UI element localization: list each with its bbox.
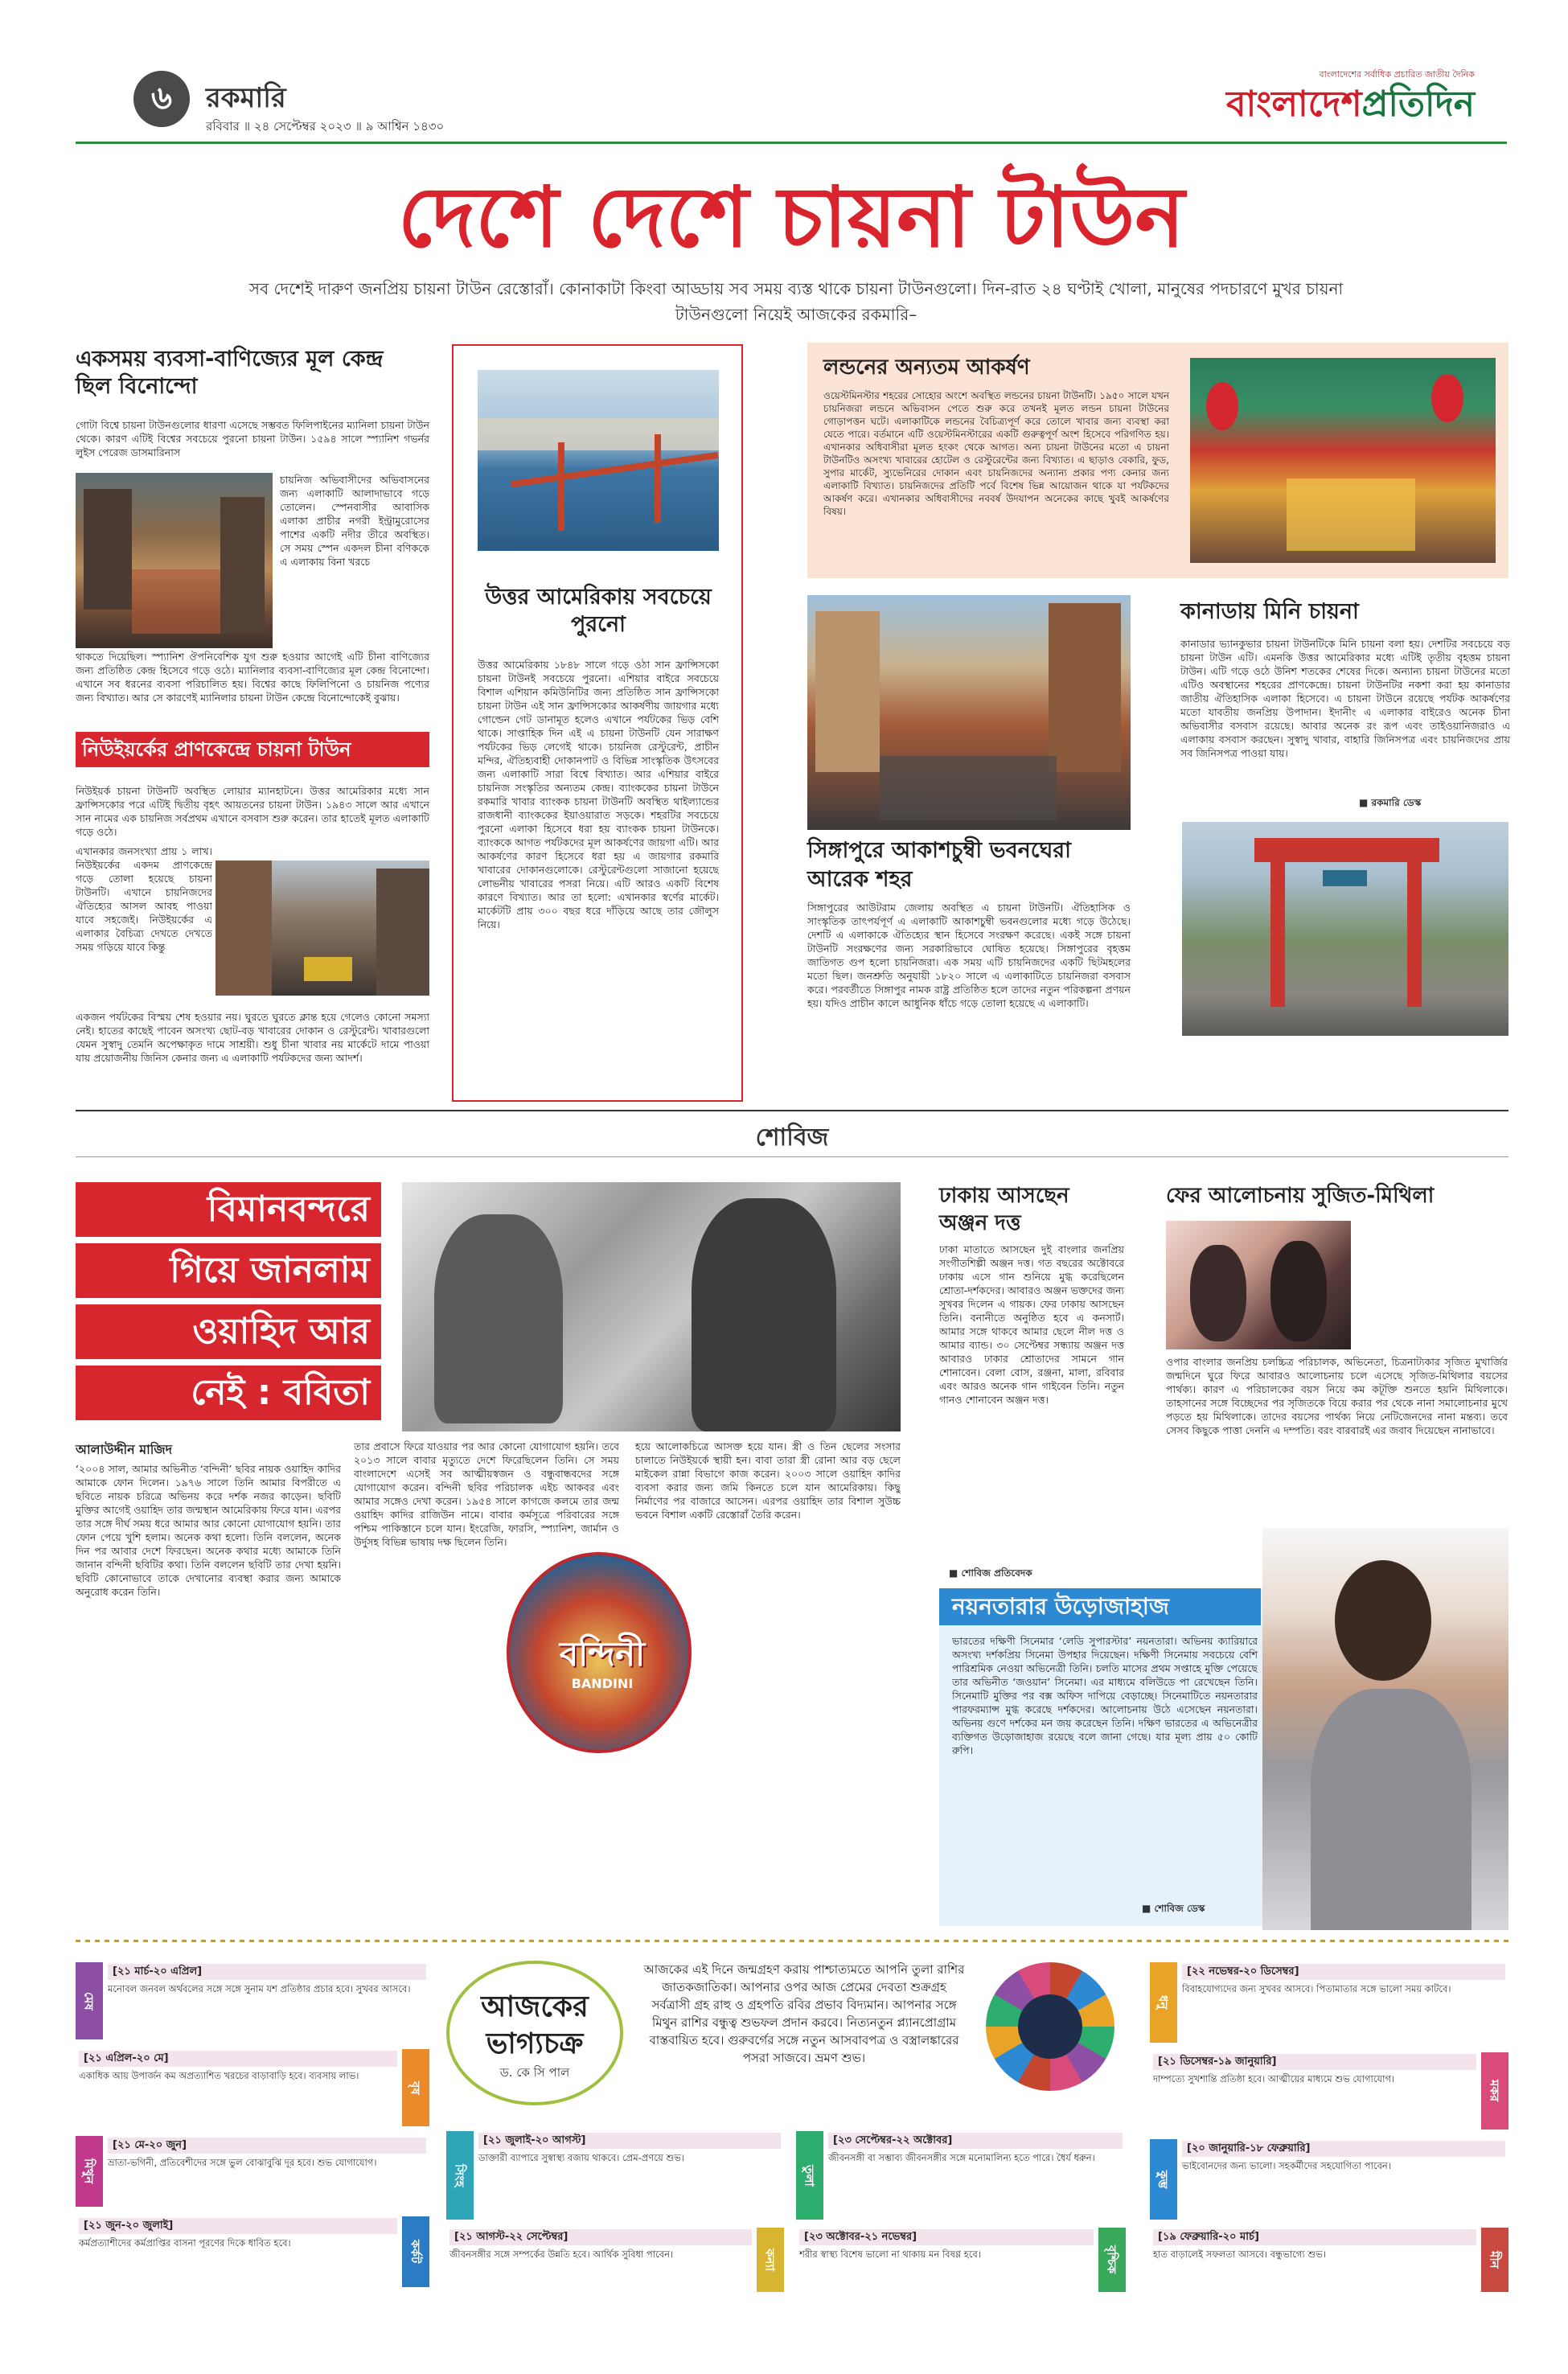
newyork-body-1: নিউইয়র্ক চায়না টাউনটি অবস্থিত লোয়ার ম্যানহাটনে। উত্তর আমেরিকার মধ্যে সান ফ্রান্সিসকোর পরে এটিই দ্বিতীয় বৃহৎ আয়তনের চায়না টাউন। ১৯৪৩ সালে আর এখানে সান নামের এক চায়নিজ সর্বপ্রথম এখানে বসবাস শুরু করেন। তার হাতেই মূলত এলাকাটি গড়ে ওঠে। — [76, 785, 429, 838]
sign-kumbha-date: [২০ জানুয়ারি-১৮ ফেব্রুয়ারি] — [1182, 2141, 1505, 2157]
anjan-credit: ■ শোবিজ প্রতিবেদক — [949, 1567, 1032, 1579]
sign-singha-label: সিংহ — [446, 2131, 474, 2220]
sanfrancisco-body: উত্তর আমেরিকায় ১৮৪৮ সালে গড়ে ওঠা সান ফ্রান্সিসকো চায়না টাউনই সবচেয়ে পুরনো। এশিয়ার বাইরে সবচেয়ে বিশাল এশিয়ান কমিউনিটির জন্য প্রতিষ্ঠিত সান ফ্রান্সিসকো চায়না টাউন এই সান ফ্রান্সিসকোর আকর্ষণীয় জায়গার মধ্যে গোল্ডেন গেট ডানামূত হলেও এখানে পর্যটকের ভিড় বেশি থাকে। সাপ্তাহিক দিন এই এ চায়না টাউনটি যেন সারাক্ষণ পর্যটকের ভিড় লেগেই থাকে। চায়নিজ রেস্টুরেন্ট, প্রাচীন মন্দির, ঐতিহ্যবাহী দোকানপাট ও বিভিন্ন সাংস্কৃতিক উৎসবের জন্য এলাকাটি সারা বিশ্বে বিখ্যাত। আর এশিয়ার বাইরে চায়নিজ সংস্কৃতির অন্যতম কেন্দ্র। ব্যাংককের চায়না টাউনে রকমারি খাবার ব্যাংকক চায়না টাউনটি অবস্থিত থাইল্যান্ডের রাজধানী ব্যাংককের ইয়াওয়ারাত সড়কে। শহরটির সবচেয়ে পুরনো এলাকা হিসেবে ধরা হয় ব্যাংকক চায়না টাউনকে। ব্যাংককে আগত পর্যটকদের মূল আকর্ষণের জায়গা এটি। আর আকর্ষণের কারণ হিসেবে ধরা হয় এ জায়গার রকমারি খাবারের দোকানগুলোকে। রেস্টুরেন্টগুলো সাজানো হয়েছে লোভনীয় খাবারের পসরা নিয়ে। এটি আরও একটি বিশেষ কারণে বিখ্যাত। আর তা হলো: এখানকার স্বর্ণের মার্কেট। মার্কেটটি প্রায় ৩০০ বছর ধরে দাঁড়িয়ে আছে তার জৌলুস নিয়ে। — [478, 659, 719, 930]
anjan-headline: ঢাকায় আসছেন অঞ্জন দত্ত — [939, 1184, 1069, 1235]
sign-brishchik-text: শরীর স্বাস্থ্য বিশেষ ভালো না থাকায় মন বিষণ্ণ হবে। — [799, 2249, 981, 2260]
bandini-poster-subtitle: BANDINI — [571, 1676, 634, 1691]
bobita-headline-line-4: নেই : ববিতা — [76, 1366, 381, 1420]
horoscope-title-2: ভাগ্যচক্র — [486, 2027, 584, 2060]
sign-mesh-text: মনোবল জনবল অর্থবলের সঙ্গে সঙ্গে সুনাম যশ প্রতিষ্ঠার প্রচার হবে। সুখবর আসবে। — [108, 1983, 411, 1994]
bobita-headline-line-3: ওয়াহিদ আর — [76, 1304, 381, 1359]
newyork-body-2: এখানকার জনসংখ্যা প্রায় ১ লাখ। নিউইয়র্কের একদম প্রাণকেন্দ্রে গড়ে তোলা হয়েছে চায়না টাউনটি। এখানে চায়নিজদের ঐতিহ্যের আসল আবহ পাওয়া যাবে সহজেই। নিউইয়র্কের এ এলাকার বৈচিত্র্য দেখতে দেখতে সময় গড়িয়ে যাবে কিন্তু — [76, 845, 212, 953]
london-headline: লন্ডনের অন্যতম আকর্ষণ — [823, 355, 1030, 380]
horoscope-sign-singha — [446, 2131, 784, 2220]
newyork-street-photo — [215, 860, 429, 996]
sign-kumbha-text: ভাইবোনদের জন্য ভালো। সহকর্মীদের সহযোগিতা পাবেন। — [1182, 2160, 1391, 2171]
paper-logo-part2: প্রতিদিন — [1361, 84, 1475, 125]
horoscope-sign-kanya — [446, 2228, 784, 2292]
feature-headline: দেশে দেশে চায়না টাউন — [397, 168, 1185, 266]
horoscope-sign-brishchik — [796, 2228, 1126, 2292]
sujit-headline: ফের আলোচনায় সুজিত-মিথিলা — [1166, 1184, 1435, 1208]
bobita-byline: আলাউদ্দীন মাজিদ — [76, 1442, 173, 1457]
horoscope-sign-meen — [1150, 2228, 1508, 2292]
sign-mithun-text: ভ্রাতা-ভগিনী, প্রতিবেশীদের সঙ্গে ভুল বোঝাবুঝি দূর হবে। শুভ যোগাযোগ। — [108, 2157, 377, 2168]
nayanthara-headline: নয়নতারার উড়োজাহাজ — [939, 1588, 1261, 1625]
sign-kanya-date: [২১ আগস্ট-২২ সেপ্টেম্বর] — [449, 2229, 752, 2245]
bobita-headline-block — [76, 1182, 381, 1423]
nayanthara-credit: ■ শোবিজ ডেস্ক — [1142, 1903, 1205, 1914]
bobita-body-2-cont — [354, 1685, 499, 1942]
showbiz-divider-left — [76, 1110, 1508, 1111]
section-name: রকমারি — [206, 82, 286, 114]
horoscope-intro: আজকের এই দিনে জন্মগ্রহণ করায় পাশ্চাত্যমতে আপনি তুলা রাশির জাতকজাতিকা। আপনার ওপর আজ প্রেমের দেবতা শুক্রগ্রহ সর্বত্রাসী গ্রহ রাহু ও গ্রহপতি রবির প্রভাব বিদ্যমান। আপনার সঙ্গে মিথুন রাশির বন্ধুত্ব শুভফল প্রদান করবে। নিত্যনতুন প্ল্যানপ্রোগ্রাম বাস্তবায়িত হবে। গুরুবর্গের সঙ্গে নতুন আসবাবপত্র ও বস্ত্রালঙ্কারের পসরা সাজবে। ভ্রমণ শুভ। — [643, 1962, 965, 2065]
nayanthara-portrait-photo — [1262, 1528, 1508, 1930]
sign-makar-text: দাম্পত্যে সুখশান্তি প্রতিষ্ঠা হবে। আত্মীয়ের মাধ্যমে শুভ যোগাযোগ। — [1153, 2073, 1395, 2084]
sign-kumbha-label: কুম্ভ — [1150, 2139, 1177, 2220]
singapore-body: সিঙ্গাপুরের আউটরাম জেলায় অবস্থিত এ চায়না টাউনটি। ঐতিহাসিক ও সাংস্কৃতিক তাৎপর্যপূর্ণ এ এলাকাটি আকাশচুম্বী ভবনগুলোর মধ্যে গড়ে উঠেছে। দেশটি এ এলাকাকে ঐতিহ্যের স্থান হিসেবে সংরক্ষণ করেছে। একই সঙ্গে চায়না টাউনটি সংরক্ষণের জন্য সরকারিভাবে ঘোষিত হয়েছে। সিঙ্গাপুরের বৃহত্তম জাতিগত গুপ হলো চায়নিজরা। এক সময় এটি চায়নিজদের একটি ছিটমহলের মতো ছিল। জনশ্রুতি অনুযায়ী ১৮২০ সালে এ এলাকাটিতে চায়নিজরা বসবাস করে। পরবর্তীতে সিঙ্গাপুর নামক রাষ্ট্র প্রতিষ্ঠিত হলে তাদের নতুন পরিকল্পনা প্রণয়ন হয়। যদিও প্রাচীন কালে আধুনিক ধাঁচে গড়ে তোলা হয়েছে এ এলাকাটি। — [807, 902, 1131, 1009]
sign-brish-date: [২১ এপ্রিল-২০ মে] — [79, 2051, 397, 2067]
horoscope-title-block — [446, 1961, 623, 2105]
sign-singha-date: [২১ জুলাই-২০ আগস্ট] — [478, 2133, 781, 2149]
sign-meen-date: [১৯ ফেব্রুয়ারি-২০ মার্চ] — [1153, 2229, 1476, 2245]
page-number-badge: ৬ — [133, 71, 190, 127]
bobita-body-2: তার প্রবাসে ফিরে যাওয়ার পর আর কোনো যোগাযোগ হয়নি। তবে ২০১৩ সালে বাবার মৃত্যুতে দেশে ফিরেছিলেন তিনি। সে সময় বাংলাদেশে এসেই সব আত্মীয়স্বজন ও বন্ধুবান্ধবদের সঙ্গে যোগাযোগ করেন। বন্দিনী ছবির পরিচালক এইচ আকবর এবং আমার সঙ্গেও দেখা করেন। ১৯৫৪ সালে কাগজে কলমে তার জন্ম ওয়াহিদ কাদির রাজিউন নামে। বাবার কর্মসূত্রে পরিবারের সঙ্গে পশ্চিম পাকিস্তানে চলে যান। ইংরেজি, ফারসি, স্প্যানিশ, জার্মান ও উর্দুসহ বিভিন্ন ভাষায় দক্ষ ছিলেন তিনি। — [354, 1440, 619, 1548]
nayanthara-body: ভারতের দক্ষিণী সিনেমার ‘লেডি সুপারস্টার’ নয়নতারা। অভিনয় ক্যারিয়ারে অসংখ্য দর্শকপ্রিয় সিনেমা উপহার দিয়েছেন। দক্ষিণী সিনেমায় সবচেয়ে বেশি পারিশ্রমিক নেওয়া অভিনেত্রী তিনি। চলতি মাসের প্রথম সপ্তাহে মুক্তি পেয়েছে তার অভিনীত ‘জওয়ান’ সিনেমা। এর মাধ্যমে বলিউডে পা রেখেছেন তিনি। সিনেমাটি মুক্তির পর বক্স অফিস দাপিয়ে বেড়াচ্ছে। সিনেমাটিতে নয়নতারার পারফরম্যান্স মুগ্ধ করেছে দর্শকদের। আলোচনায় উঠে এসেছেন নয়নতারা। অভিনয় গুণে দর্শকের মন জয় করেছেন তিনি। দক্ষিণ ভারতের এ অভিনেত্রীর ব্যক্তিগত উড়োজাহাজ রয়েছে বলে জানা গেছে। যার মূল্য প্রায় ৫০ কোটি রুপি। — [952, 1635, 1258, 1756]
newyork-headline: নিউইয়র্কের প্রাণকেন্দ্রে চায়না টাউন — [76, 732, 429, 767]
paper-tagline: বাংলাদেশের সর্বাধিক প্রচারিত জাতীয় দৈনিক — [1319, 69, 1475, 80]
date-line: রবিবার ॥ ২৪ সেপ্টেম্বর ২০২৩ ॥ ৯ আশ্বিন ১৪৩০ — [206, 119, 445, 133]
manila-body-1: গোটা বিশ্বে চায়না টাউনগুলোর ধারণা এসেছে সম্ভবত ফিলিপাইনের ম্যানিলা চায়না টাউন থেকে। কারণ এটিই বিশ্বের সবচেয়ে পুরনো চায়না টাউন। ১৫৯৪ সালে স্প্যানিশ গভর্নর লুইস পেরেজ ডাসমারিনাস — [76, 419, 429, 458]
singapore-headline: সিঙ্গাপুরে আকাশচুম্বী ভবনঘেরা আরেক শহর — [807, 838, 1071, 892]
sign-karkat-label: কর্কট — [402, 2216, 429, 2287]
canada-headline: কানাডায় মিনি চায়না — [1180, 599, 1359, 624]
header-rule — [76, 142, 1507, 144]
canada-body: কানাডার ভ্যানকুভার চায়না টাউনটিকে মিনি চায়না বলা হয়। দেশটির সবচেয়ে বড় চায়না টাউন এটি। এমনকি উত্তর আমেরিকার মধ্যে এটিই তৃতীয় বৃহত্তম চায়না টাউন। এটি গড়ে ওঠে উনিশ শতকের শেষের দিকে। অন্যান্য চায়না টাউনের মতো এটিও অবস্থানের শহরের প্রাণকেন্দ্রে। চায়না টাউনটির নকশা করা হয় কানাডার জাতীয় ঐতিহাসিক এলাকা হিসেবে। এ চায়না টাউনে রয়েছে পর্যটক আকর্ষণের মতো যাবতীয় জনপ্রিয় উপাদান। ইদানীং এ এলাকার বাইরেও অনেক চীনা অভিবাসীর বসবাস রয়েছে। আবার অনেক রং রূপ এবং তাইওয়ানিজরাও এ এলাকায় বসবাস করছেন। সুস্বাদু খাবার, বাহারি জিনিসপত্র এবং চায়নিজদের প্রায় সব জিনিসপত্র পাওয়া যায়। — [1180, 638, 1510, 759]
horoscope-author: ড. কে সি পাল — [499, 2065, 570, 2080]
bandini-poster — [507, 1552, 692, 1753]
anjan-body: ঢাকা মাতাতে আসছেন দুই বাংলার জনপ্রিয় সংগীতশিল্পী অঞ্জন দত্ত। গত বছরের অক্টোবরে ঢাকায় এসে গান শুনিয়ে মুগ্ধ করেছিলেন শ্রোতা-দর্শকদের। আবারও অঞ্জন ভক্তদের জন্য সুখবর দিলেন এ গায়ক। ফের ঢাকায় আসছেন তিনি। বনানীতে অনুষ্ঠিত হবে এ কনসার্ট। আমার সঙ্গে থাকবে আমার ছেলে নীল দত্ত ও আমার ব্যান্ড। ৩০ সেপ্টেম্বর সন্ধ্যায় অঞ্জন দত্ত আবারও ঢাকার শ্রোতাদের সামনে গান শোনাবেন। বেলা বোস, রঞ্জনা, মালা, রবিবার এবং আরও অনেক গান গাইবেন তিনি। নতুন গানও শোনাবেন অঞ্জন দত্ত। — [939, 1243, 1124, 1406]
sign-tula-date: [২৩ সেপ্টেম্বর-২২ অক্টোবর] — [828, 2133, 1123, 2149]
sign-dhanu-text: বিবাহযোগ্যদের জন্য সুখবর আসবে। পিতামাতার সঙ্গে ভালো সময় কাটবে। — [1182, 1983, 1451, 1994]
page-header — [76, 68, 1507, 142]
sujit-mithila-photo — [1166, 1221, 1351, 1349]
sign-makar-date: [২১ ডিসেম্বর-১৯ জানুয়ারি] — [1153, 2054, 1476, 2070]
canada-credit: ■ রকমারি ডেস্ক — [1359, 797, 1422, 808]
bobita-headline-line-2: গিয়ে জানলাম — [76, 1243, 381, 1298]
bandini-poster-title: বন্দিনী — [559, 1634, 646, 1674]
horoscope-sign-karkat — [76, 2216, 429, 2287]
singapore-street-photo — [807, 595, 1131, 830]
horoscope-sign-dhanu — [1150, 1962, 1508, 2043]
london-body: ওয়েস্টমিনস্টার শহরের সোহোর অংশে অবস্থিত লন্ডনের চায়না টাউনটি। ১৯৫০ সালে যখন চায়নিজরা লন্ডনে অভিবাসন পেতে শুরু করে তখনই মূলত লন্ডন চায়না টাউনের গোড়াপত্তন ঘটে। এলাকাটিকে লন্ডনের বৈচিত্র্যপূর্ণ করে তোলে খাবার জন্য ব্যবস্থা করা যেতে পারে। বর্তমানে এটি ওয়েস্টমিনস্টারের একটি গুরুত্বপূর্ণ অংশ হিসেবে পরিগণিত হয়। এখানকার অধিবাসীরা মূলত হংকং থেকে আগত। অন্য চায়না টাউনের মতো এ চায়না টাউনটিও অসংখ্য খাবারের হোটেল ও রেস্টুরেন্টের জন্য বিখ্যাত। এ ছাড়াও বেকারি, ফুড, সুপার মার্কেট, স্যুভেনিরের দোকান এবং চায়নিজদের অন্যান্য প্রকার পণ্য কেনার জন্য এলাকাটি বিখ্যাত। চায়নিজদের প্রতিটি পর্বে বিশেষ ভিন্ন আয়োজন থাকে যা পর্যটকদের আকর্ষণ করে। এখানকার অধিবাসীদের নববর্ষ উদযাপন অনেকের কাছে খুবই আকর্ষণের বিষয়। — [823, 390, 1169, 517]
sign-brish-text: একাধিক আয় উপার্জন কম অপ্রত্যাশিত খরচের বাড়াবাড়ি হবে। ব্যবসায় লাভ। — [79, 2070, 359, 2081]
horoscope-sign-kumbha — [1150, 2139, 1508, 2220]
bobita-film-still-photo — [402, 1182, 901, 1431]
newyork-body-3: একজন পর্যটকের বিস্ময় শেষ হওয়ার নয়। ঘুরতে ঘুরতে ক্লান্ত হয়ে গেলেও কোনো সমস্যা নেই। হাতের কাছেই পাবেন অসংখ্য ছোট-বড় খাবারের দোকান ও রেস্টুরেন্ট। খাবারগুলো যেমন সুস্বাদু তেমনি অপেক্ষাকৃত দামে সাশ্রয়ী। শুধু চীনা খাবার নয় মার্কেটে দামে পাওয়া যায় প্রয়োজনীয় জিনিস কেনার জন্য এ এলাকাটি পর্যটকদের জন্য আদর্শ। — [76, 1011, 429, 1064]
horoscope-title-1: আজকের — [481, 1990, 589, 2023]
bobita-body-1: ‘২০০৪ সাল, আমার অভিনীত ‘বন্দিনী’ ছবির নায়ক ওয়াহিদ কাদির আমাকে ফোন দিলেন। ১৯৭৬ সালে তিনি আমার বিপরীতে এ ছবিতে নায়ক চরিত্রে অভিনয় করে দর্শক নজর কাড়েন। ছবিটি মুক্তির আগেই ওয়াহিদ তার জন্মস্থান আমেরিকায় ফিরে যান। এরপর তার সঙ্গে দীর্ঘ সময় ধরে আমার আর কোনো যোগাযোগ হয়নি। তার ফোন পেয়ে খুশি হলাম। অনেক কথা হলো। তিনি বললেন, অনেক দিন পর আবার দেশে ফিরছেন। অনেক কথার মধ্যে আমাকে তিনি জানান বন্দিনী ছবিটির কথা। তিনি বললেন ছবিটি তার দেখা হয়নি। ছবিটি কোনোভাবে তাকে দেখানোর ব্যবস্থা করার জন্য আমাকে অনুরোধ করেন তিনি। — [76, 1463, 341, 1598]
bobita-body-3: হয়ে আলোকচিত্রে আসক্ত হয়ে যান। স্ত্রী ও তিন ছেলের সংসার চালাতে নিউইয়র্কে স্থায়ী হন। বাবা তারা স্ত্রী রোনা আর বড় ছেলে মাইকেল রান্না বিভাগে কাজ করেন। ২০০৩ সালে ওয়াহিদ কাদির ব্যবসা করার জন্য জমি কিনতে চলে যান আমেরিকায়। কিছু নির্মাণের পর বাজারে আসেন। এরপর ওয়াহিদ তার বিশাল সুউচ্চ ভবনে বিশাল একটি রেস্তোরাঁ তৈরি করেন। — [635, 1440, 901, 1521]
manila-body-2: চায়নিজ অভিবাসীদের অভিবাসনের জন্য এলাকাটি আলাদাভাবে গড়ে তোলেন। স্পেনবাসীর আবাসিক এলাকা প্রাচীর নগরী ইন্ট্রামুরোসের পাশের একটি নদীর তীরে অবস্থিত। সে সময় স্পেন একদল চীনা বণিককে এ এলাকায় বিনা খরচে — [280, 474, 429, 568]
sign-karkat-text: কর্মপ্রত্যাশীদের কর্মপ্রাপ্তির বাসনা পূরণের দিকে ধাবিত হবে। — [79, 2237, 291, 2249]
horoscope-sign-brish — [76, 2049, 429, 2126]
sign-tula-text: জীবনসঙ্গী বা সম্ভাব্য জীবনসঙ্গীর সঙ্গে মনোমালিন্য হতে পারে। ধৈর্য ধরুন। — [828, 2152, 1095, 2163]
sign-makar-label: মকর — [1481, 2052, 1508, 2130]
sign-mesh-label: মেষ — [76, 1962, 103, 2039]
paper-logo-part1: বাংলাদেশ — [1226, 84, 1362, 125]
london-shop-photo — [1190, 358, 1496, 563]
sign-mithun-date: [২১ মে-২০ জুন] — [108, 2138, 426, 2154]
manila-headline: একসময় ব্যবসা-বাণিজ্যের মূল কেন্দ্র ছিল বিনোন্দো — [76, 347, 384, 399]
sign-dhanu-date: [২২ নভেম্বর-২০ ডিসেম্বর] — [1182, 1964, 1505, 1980]
sanfrancisco-headline: উত্তর আমেরিকায় সবচেয়ে পুরনো — [485, 585, 712, 637]
sign-dhanu-label: ধনু — [1150, 1962, 1177, 2043]
manila-body-3: থাকতে দিয়েছিল। স্প্যানিশ ঔপনিবেশিক যুগ শুরু হওয়ার আগেই এটি চীনা বাণিজ্যের জন্য প্রতিষ্ঠিত কেন্দ্র হিসেবে গড়ে ওঠে। ম্যানিলার ব্যবসা-বাণিজ্যের মূল কেন্দ্র বিনোন্দো। এখানে সব ধরনের ব্যবসা পরিচালিত হয়। বিশ্বের কাছে ফিলিপিনো ও চায়নিজ পণ্যের জন্য বিখ্যাত। আর সে কারণেই ম্যানিলার চায়না টাউন কেন্দ্রে বিনোন্দোকেই বুঝায়। — [76, 651, 429, 704]
zodiac-wheel — [986, 1962, 1114, 2091]
showbiz-section-label: শোবিজ — [724, 1118, 860, 1159]
sign-kanya-label: কন্যা — [757, 2228, 784, 2292]
showbiz-divider — [76, 1156, 1508, 1157]
golden-gate-photo — [478, 370, 719, 551]
sign-brishchik-date: [২৩ অক্টোবর-২১ নভেম্বর] — [799, 2229, 1094, 2245]
sign-kanya-text: জীবনসঙ্গীর সঙ্গে সম্পর্কের উন্নতি হবে। আর্থিক সুবিধা পাবেন। — [449, 2249, 674, 2260]
canada-gate-photo — [1182, 822, 1508, 1036]
sign-singha-text: ডাক্তারী ব্যাপারে সুস্বাস্থ্য বজায় থাকবে। প্রেম-প্রণয়ে শুভ। — [478, 2152, 684, 2163]
horoscope-sign-makar — [1150, 2052, 1508, 2130]
bobita-headline-line-1: বিমানবন্দরে — [76, 1182, 381, 1237]
horoscope-sign-mithun — [76, 2136, 429, 2207]
sign-brishchik-label: বৃশ্চিক — [1098, 2228, 1126, 2292]
feature-intro: সব দেশেই দারুণ জনপ্রিয় চায়না টাউন রেস্তোরাঁ। কোনাকাটা কিংবা আড্ডায় সব সময় ব্যস্ত থাকে চায়না টাউনগুলো। দিন-রাত ২৪ ঘণ্টাই খোলা, মানুষের পদচারণে মুখর চায়না টাউনগুলো নিয়েই আজকের রকমারি– — [248, 279, 1344, 324]
sign-brish-label: বৃষ — [402, 2049, 429, 2126]
horoscope-sign-tula — [796, 2131, 1126, 2220]
sujit-body: ওপার বাংলার জনপ্রিয় চলচ্চিত্র পরিচালক, অভিনেতা, চিত্রনাট্যকার সৃজিত মুখার্জির জন্মদিনে ঘুরে ফিরে আবারও আলোচনায় চলে এসেছে সৃজিত-মিথিলার বয়সের পার্থক্য। কারণ এ পরিচালকের বয়স নিয়ে কম কটূক্তি শুনতে হয়নি মিথিলাকে। তাহসানের সঙ্গে বিচ্ছেদের পর সৃজিতকে বিয়ে করার পর থেকে নানা সমালোচনার মুখে পড়তে হয় মিথিলাকে। তাদের বয়সের পার্থক্য নিয়ে নেটিজেনদের নানা মন্তব্য। তবে সেসব কিছুকে পাত্তা দেননি এ দম্পতি। বরং বারবারই এর জবাব দিয়েছেন নানাভাবে। — [1166, 1356, 1508, 1436]
paper-logo — [1113, 80, 1475, 129]
sign-mesh-date: [২১ মার্চ-২০ এপ্রিল] — [108, 1964, 426, 1980]
horoscope-sign-mesh — [76, 1962, 429, 2039]
manila-street-photo — [76, 473, 273, 648]
horoscope-divider — [76, 1940, 1508, 1942]
sign-karkat-date: [২১ জুন-২০ জুলাই] — [79, 2218, 397, 2234]
sign-mithun-label: মিথুন — [76, 2136, 103, 2207]
sign-meen-text: হাত বাড়ালেই সফলতা আসবে। বন্ধুভাগ্যে শুভ। — [1153, 2249, 1326, 2260]
sign-meen-label: মীন — [1481, 2228, 1508, 2292]
sign-tula-label: তুলা — [796, 2131, 823, 2220]
bobita-body-3-cont — [708, 1685, 901, 1942]
